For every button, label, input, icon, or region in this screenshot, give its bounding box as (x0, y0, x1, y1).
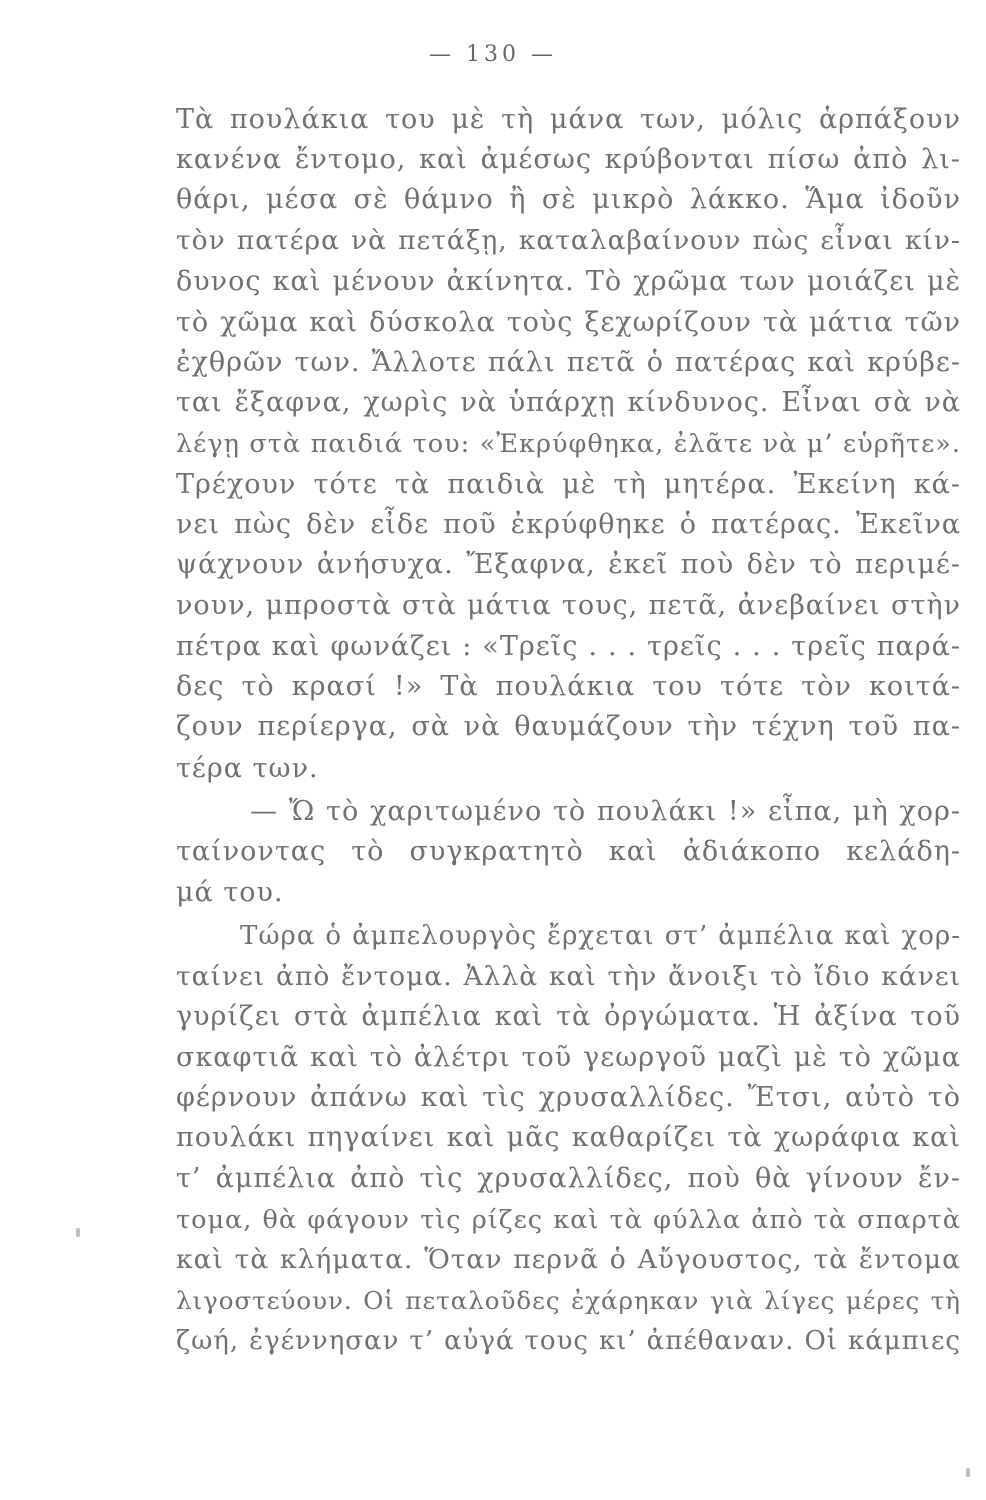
text-line: μά του. (176, 877, 284, 908)
text-line: — Ὤ τὸ χαριτωμένο τὸ πουλάκι !» εἶπα, μὴ χορ- (250, 796, 961, 827)
text-line: γυρίζει στὰ ἀμπέλια καὶ τὰ ὀργώματα. Ἡ ἀξίνα τοῦ (176, 1001, 961, 1032)
text-line: φέρνουν ἀπάνω καὶ τὶς χρυσαλλίδες. Ἔτσι, αὐτὸ τὸ (176, 1082, 961, 1113)
text-line: καὶ τὰ κλήματα. Ὅταν περνᾶ ὁ Αὔγουστος, τὰ ἔντομα (176, 1244, 961, 1275)
text-line: λέγῃ στὰ παιδιά του: «Ἐκρύφθηκα, ἐλᾶτε νὰ μ’ εὑρῆτε». (176, 429, 961, 459)
text-line: τὸ χῶμα καὶ δύσκολα τοὺς ξεχωρίζουν τὰ μάτια τῶν (176, 307, 961, 338)
text-line: νει πὼς δὲν εἶδε ποῦ ἐκρύφθηκε ὁ πατέρας. Ἐκεῖνα (176, 509, 961, 540)
text-line: τομα, θὰ φάγουν τὶς ρίζες καὶ τὰ φύλλα ἀπὸ τὰ σπαρτὰ (176, 1205, 961, 1235)
text-line: τέρα των. (176, 753, 319, 784)
page-number: — 130 — (429, 42, 557, 67)
text-line: νουν, μπροστὰ στὰ μάτια τους, πετᾶ, ἀνεβαίνει στὴν (176, 590, 961, 621)
text-line: ψάχνουν ἀνήσυχα. Ἔξαφνα, ἐκεῖ ποὺ δὲν τὸ περιμέ- (176, 549, 961, 580)
text-line: πέτρα καὶ φωνάζει : «Τρεῖς . . . τρεῖς . . . τρεῖς παρά- (176, 631, 961, 662)
text-line: Τρέχουν τότε τὰ παιδιὰ μὲ τὴ μητέρα. Ἐκείνη κά- (176, 469, 961, 500)
paper-speck (966, 1468, 970, 1477)
text-line: δυνος καὶ μένουν ἀκίνητα. Τὸ χρῶμα των μοιάζει μὲ (176, 266, 961, 297)
text-line: κανένα ἔντομο, καὶ ἀμέσως κρύβονται πίσω ἀπὸ λι- (176, 144, 961, 175)
text-line: Τώρα ὁ ἀμπελουργὸς ἔρχεται στ’ ἀμπέλια καὶ χορ- (240, 921, 961, 951)
text-line: θάρι, μέσα σὲ θάμνο ἢ σὲ μικρὸ λάκκο. Ἅμα ἰδοῦν (176, 184, 961, 215)
text-line: ταίνει ἀπὸ ἔντομα. Ἀλλὰ καὶ τὴν ἄνοιξι τὸ ἴδιο κάνει (176, 961, 961, 992)
text-line: ἐχθρῶν των. Ἄλλοτε πάλι πετᾶ ὁ πατέρας καὶ κρύβε- (176, 347, 961, 378)
text-line: σκαφτιᾶ καὶ τὸ ἀλέτρι τοῦ γεωργοῦ μαζὶ μὲ τὸ χῶμα (176, 1042, 961, 1073)
text-line: λιγοστεύουν. Οἱ πεταλοῦδες ἐχάρηκαν γιὰ λίγες μέρες τὴ (176, 1286, 961, 1315)
text-line: πουλάκι πηγαίνει καὶ μᾶς καθαρίζει τὰ χωράφια καὶ (176, 1122, 961, 1153)
text-line: δες τὸ κρασί !» Τὰ πουλάκια του τότε τὸν κοιτά- (176, 671, 961, 702)
text-line: Τὰ πουλάκια του μὲ τὴ μάνα των, μόλις ἁρπάξουν (176, 104, 961, 135)
text-line: ζουν περίεργα, σὰ νὰ θαυμάζουν τὴν τέχνη τοῦ πα- (176, 711, 961, 742)
text-line: ται ἔξαφνα, χωρὶς νὰ ὑπάρχῃ κίνδυνος. Εἶναι σὰ νὰ (176, 387, 961, 418)
text-line: τ’ ἀμπέλια ἀπὸ τὶς χρυσαλλίδες, ποὺ θὰ γίνουν ἔν- (176, 1163, 961, 1194)
text-line: ταίνοντας τὸ συγκρατητὸ καὶ ἀδιάκοπο κελάδη- (176, 836, 961, 867)
text-line: τὸν πατέρα νὰ πετάξῃ, καταλαβαίνουν πὼς εἶναι κίν- (176, 225, 961, 256)
text-line: ζωή, ἐγέννησαν τ’ αὐγά τους κι’ ἀπέθαναν. Οἱ κάμπιες (176, 1326, 961, 1356)
paper-speck (76, 1228, 80, 1237)
